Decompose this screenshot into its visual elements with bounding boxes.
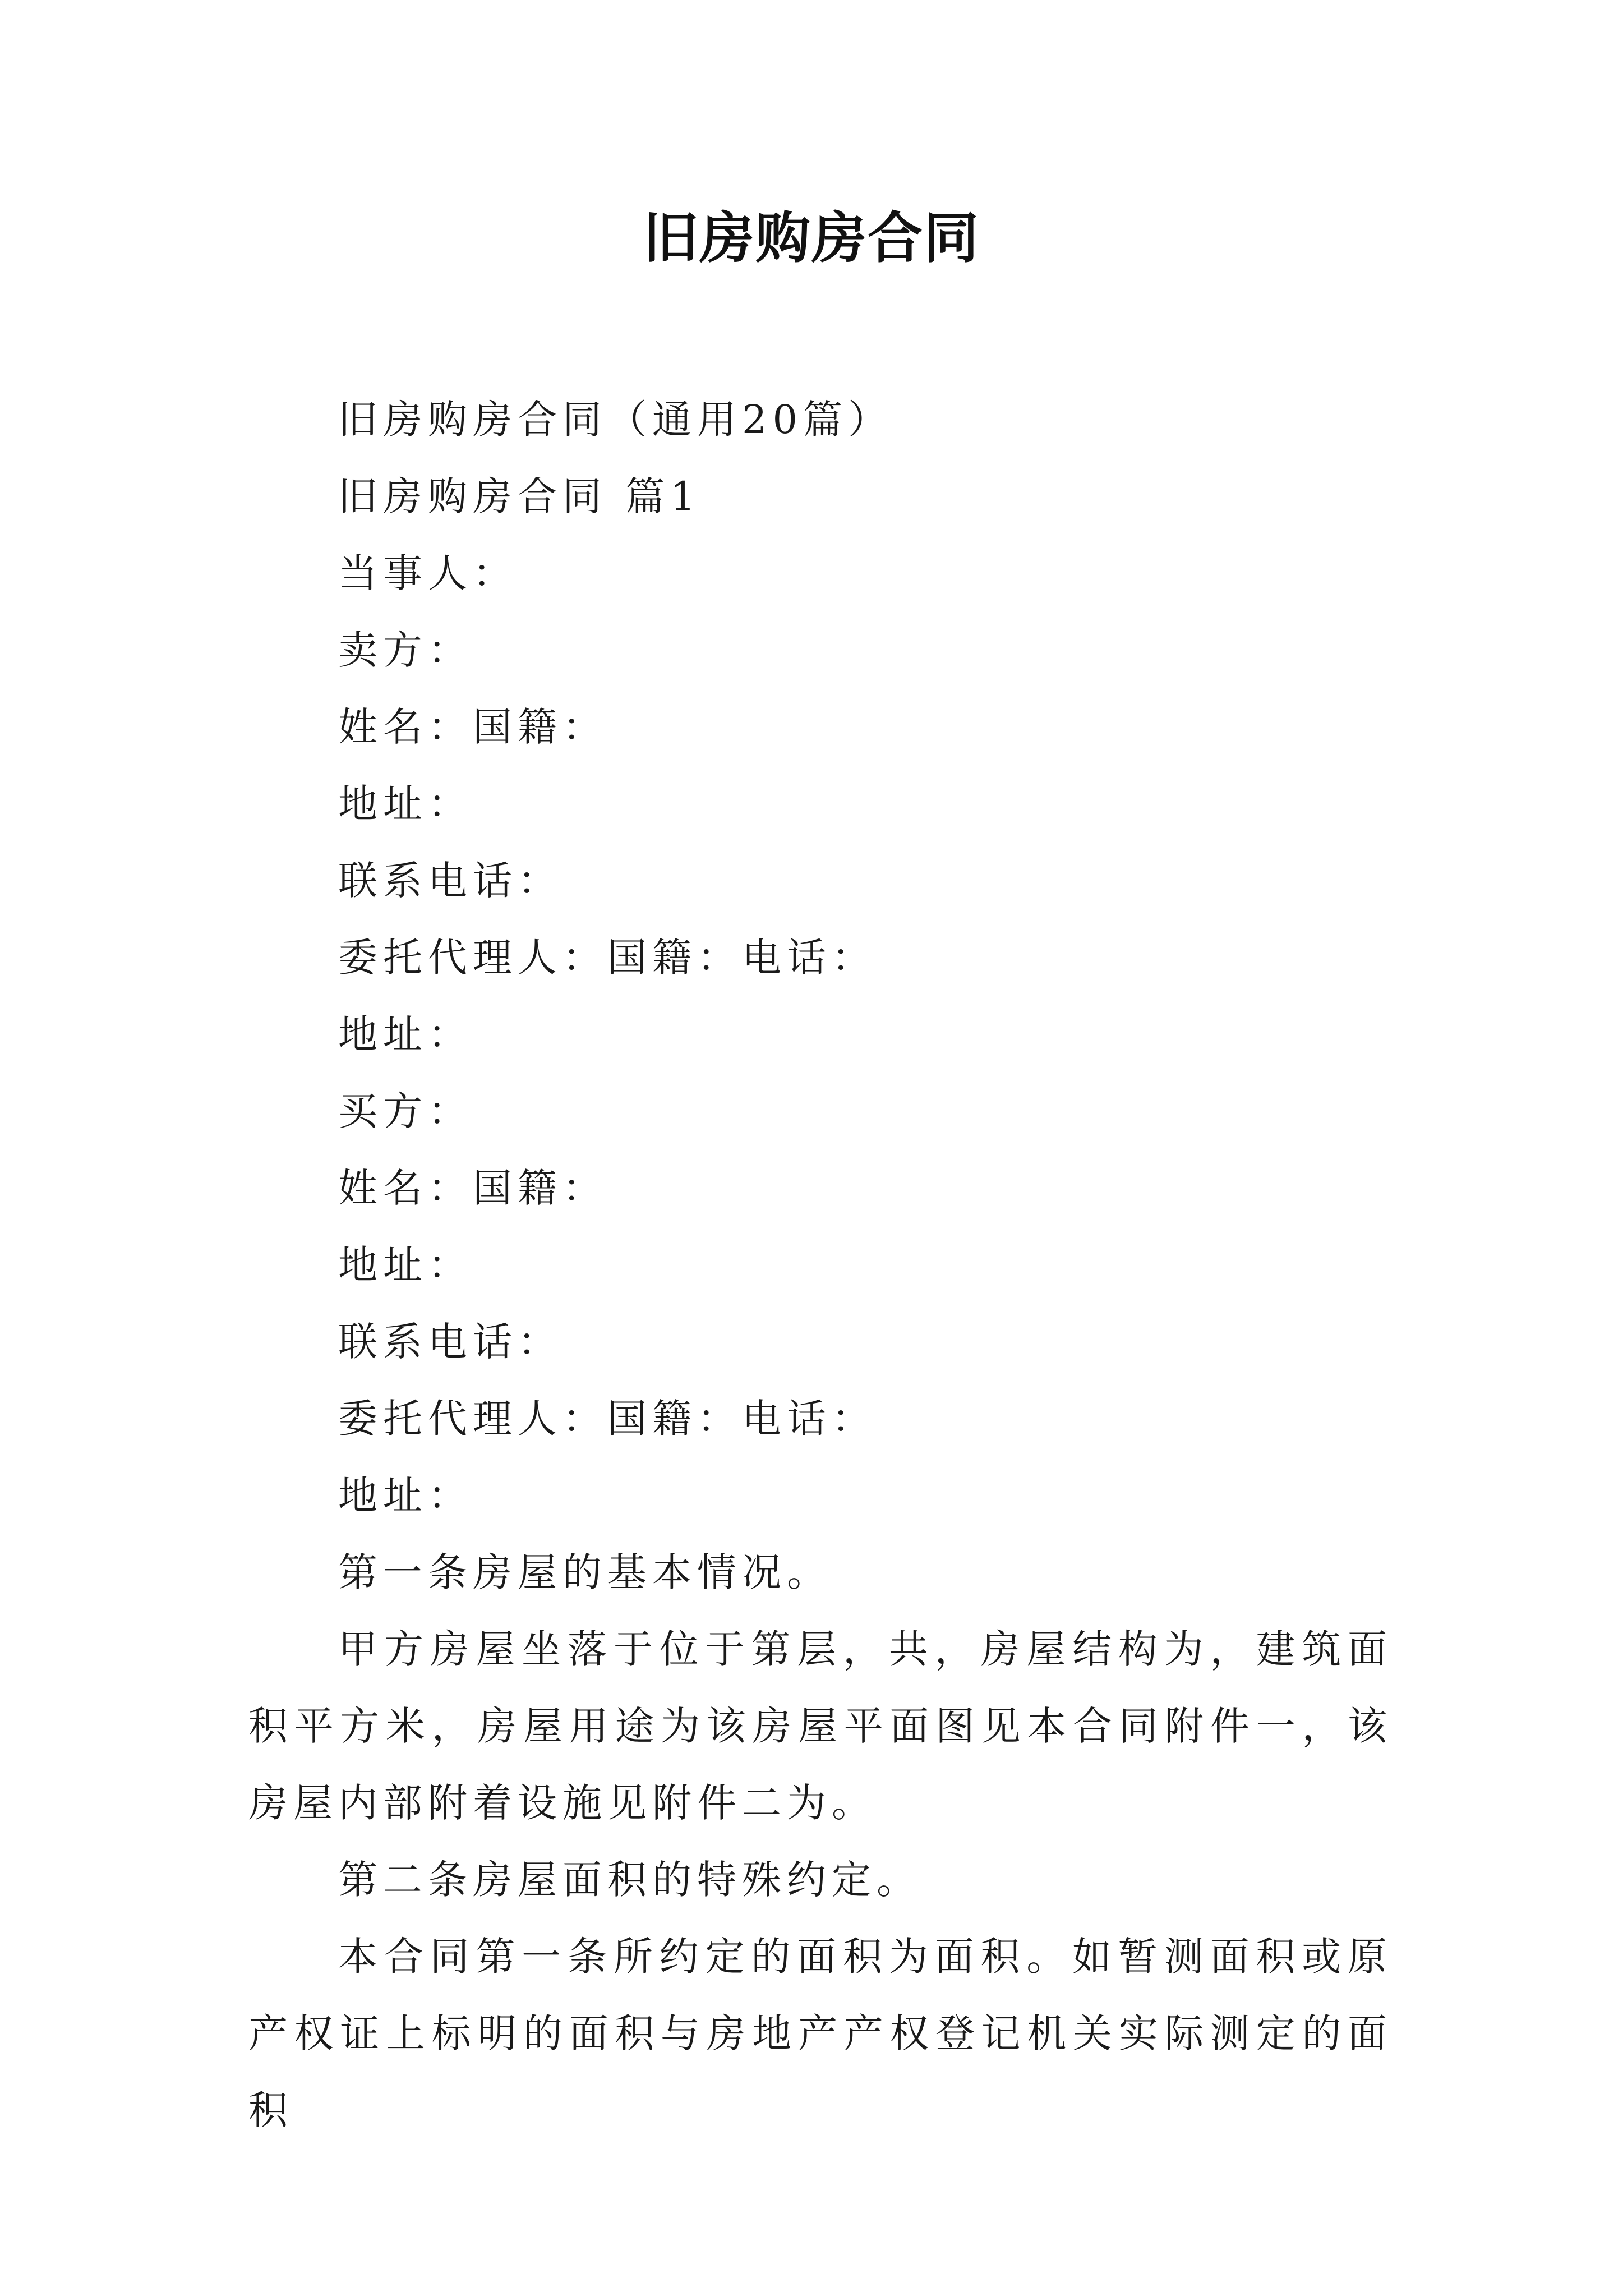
seller-label: 卖方： (338, 627, 473, 673)
buyer-name-nationality: 姓名：国籍： (338, 1165, 607, 1211)
parties-label: 当事人： (338, 550, 518, 596)
article-1-paragraph: 甲方房屋坐落于位于第层，共，房屋结构为，建筑面积平方米，房屋用途为该房屋平面图见本合同附件一，该房屋内部附着设施见附件二为。 (248, 1626, 1393, 1826)
seller-agent-address: 地址： (338, 1011, 473, 1057)
document-title: 旧房购房合同 (643, 206, 980, 270)
buyer-address: 地址： (338, 1242, 473, 1288)
buyer-agent-address: 地址： (338, 1473, 473, 1519)
buyer-label: 买方： (338, 1088, 473, 1134)
section-heading: 旧房购房合同 篇1 (338, 473, 701, 519)
article-1-heading: 第一条房屋的基本情况。 (338, 1549, 832, 1595)
seller-agent: 委托代理人：国籍：电话： (338, 935, 877, 981)
seller-address: 地址： (338, 781, 473, 827)
article-2-heading: 第二条房屋面积的特殊约定。 (338, 1857, 921, 1903)
article-2-paragraph: 本合同第一条所约定的面积为面积。如暂测面积或原产权证上标明的面积与房地产产权登记机关实际测定的面积 (248, 1934, 1393, 2133)
seller-name-nationality: 姓名：国籍： (338, 704, 607, 750)
buyer-phone: 联系电话： (338, 1319, 562, 1365)
document-body (248, 381, 1393, 2149)
buyer-agent: 委托代理人：国籍：电话： (338, 1396, 877, 1442)
subtitle-line: 旧房购房合同（通用20篇） (338, 397, 893, 443)
seller-phone: 联系电话： (338, 858, 562, 904)
